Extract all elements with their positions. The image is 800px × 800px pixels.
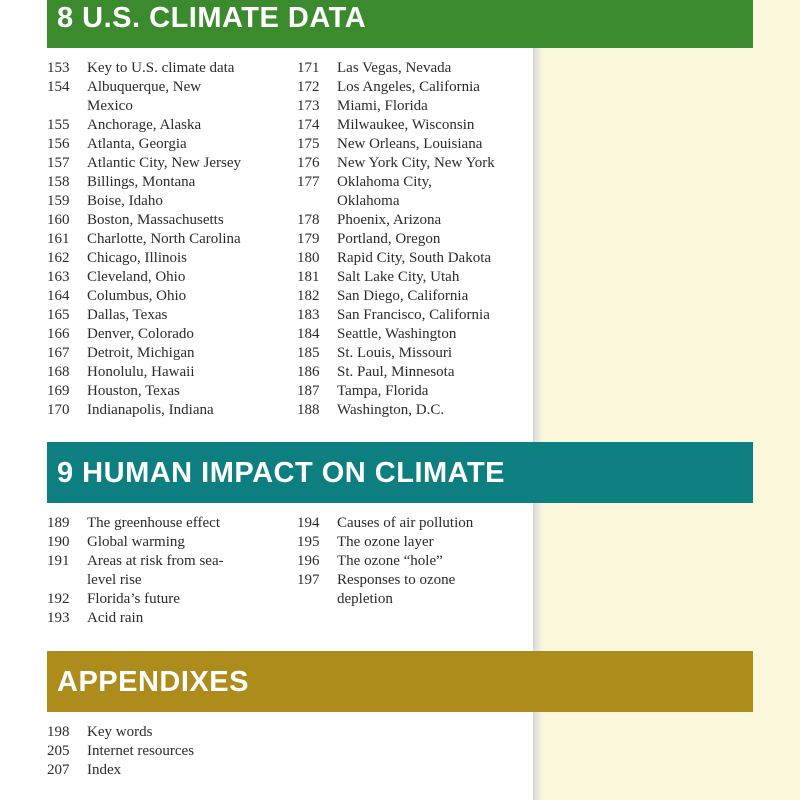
page-number: 164	[47, 288, 70, 304]
contents-entry[interactable]	[47, 230, 287, 249]
entry-title	[337, 533, 434, 552]
entry-title	[337, 571, 455, 609]
entry-title-line: Denver, Colorado	[87, 326, 194, 342]
contents-entry[interactable]	[297, 135, 527, 154]
page-number: 156	[47, 136, 70, 152]
page-number: 205	[47, 743, 70, 759]
entry-title-line: Tampa, Florida	[337, 383, 429, 399]
entry-title	[87, 154, 241, 173]
entry-title-line: Key words	[87, 724, 153, 740]
contents-entry[interactable]	[297, 268, 527, 287]
page-number: 179	[297, 231, 320, 247]
entry-title-line: Responses to ozone	[337, 572, 456, 588]
entry-title	[87, 344, 194, 363]
page-number: 192	[47, 591, 70, 607]
contents-entry[interactable]	[47, 723, 287, 742]
entry-title-line: New Orleans, Louisiana	[337, 136, 483, 152]
contents-entry[interactable]	[297, 306, 527, 325]
contents-entry[interactable]	[47, 211, 287, 230]
page-number: 168	[47, 364, 70, 380]
entry-title	[87, 268, 185, 287]
page-number: 190	[47, 534, 70, 550]
contents-entry[interactable]	[47, 173, 287, 192]
page-number: 167	[47, 345, 70, 361]
human-impact-list-left	[47, 514, 287, 628]
entry-title-line: Billings, Montana	[87, 174, 196, 190]
entry-title	[87, 230, 241, 249]
page-number: 182	[297, 288, 320, 304]
contents-entry[interactable]	[47, 609, 287, 628]
entry-title	[87, 306, 167, 325]
page-number: 186	[297, 364, 320, 380]
contents-entry[interactable]	[297, 344, 527, 363]
entry-title-line: Los Angeles, California	[337, 79, 480, 95]
entry-title	[87, 78, 201, 116]
page-number: 173	[297, 98, 320, 114]
contents-entry[interactable]	[47, 761, 287, 780]
page-number: 172	[297, 79, 320, 95]
contents-entry[interactable]	[297, 211, 527, 230]
entry-title	[87, 325, 194, 344]
page-number: 154	[47, 79, 70, 95]
page-number: 191	[47, 553, 70, 569]
page-number: 177	[297, 174, 320, 190]
contents-entry[interactable]	[47, 533, 287, 552]
entry-title	[337, 268, 459, 287]
entry-title-line: Atlantic City, New Jersey	[87, 155, 241, 171]
entry-title	[337, 154, 495, 173]
entry-title	[87, 552, 224, 590]
entry-title	[87, 192, 163, 211]
entry-title	[337, 135, 482, 154]
entry-title-line: Causes of air pollution	[337, 515, 474, 531]
entry-title-line: Key to U.S. climate data	[87, 60, 235, 76]
page-number: 194	[297, 515, 320, 531]
page-number: 185	[297, 345, 320, 361]
page-number: 176	[297, 155, 320, 171]
contents-entry[interactable]	[47, 344, 287, 363]
climate-data-list-left	[47, 59, 287, 420]
entry-title-line: Chicago, Illinois	[87, 250, 187, 266]
entry-title	[87, 173, 195, 192]
page-number: 181	[297, 269, 320, 285]
page-number: 171	[297, 60, 320, 76]
entry-title-line: Phoenix, Arizona	[337, 212, 442, 228]
entry-title-line: Washington, D.C.	[337, 402, 445, 418]
entry-title	[87, 533, 185, 552]
entry-title-line: Cleveland, Ohio	[87, 269, 186, 285]
entry-title	[87, 287, 186, 306]
page-number: 197	[297, 572, 320, 588]
entry-title	[337, 287, 468, 306]
contents-entry[interactable]	[297, 533, 527, 552]
page-number: 193	[47, 610, 70, 626]
entry-title	[87, 249, 187, 268]
contents-entry[interactable]	[297, 154, 527, 173]
entry-title-line: The ozone layer	[337, 534, 434, 550]
page-number: 178	[297, 212, 320, 228]
entry-title	[87, 609, 143, 628]
entry-title-line: Portland, Oregon	[337, 231, 441, 247]
entry-title-line: St. Paul, Minnesota	[337, 364, 455, 380]
contents-entry[interactable]	[47, 590, 287, 609]
entry-title-line: Honolulu, Hawaii	[87, 364, 195, 380]
entry-title-line: Rapid City, South Dakota	[337, 250, 492, 266]
contents-entry[interactable]	[297, 287, 527, 306]
entry-title-line: Mexico	[87, 98, 133, 114]
contents-entry[interactable]	[297, 249, 527, 268]
entry-title	[87, 401, 214, 420]
page-number: 207	[47, 762, 70, 778]
contents-entry[interactable]	[47, 552, 287, 590]
entry-title	[337, 78, 480, 97]
entry-title	[87, 211, 224, 230]
section-heading-climate-data: 8 U.S. CLIMATE DATA	[47, 0, 753, 48]
entry-title	[87, 363, 194, 382]
entry-title	[337, 97, 428, 116]
contents-entry[interactable]	[297, 97, 527, 116]
entry-title	[337, 230, 440, 249]
entry-title-line: Boston, Massachusetts	[87, 212, 224, 228]
page-number: 175	[297, 136, 320, 152]
entry-title-line: Areas at risk from sea-	[87, 553, 224, 569]
section-heading-appendixes: APPENDIXES	[47, 651, 753, 712]
page-number: 169	[47, 383, 70, 399]
entry-title	[337, 344, 452, 363]
page-number: 195	[297, 534, 320, 550]
entry-title-line: Oklahoma	[337, 193, 400, 209]
entry-title-line: The greenhouse effect	[87, 515, 220, 531]
entry-title	[87, 590, 180, 609]
contents-entry[interactable]	[47, 249, 287, 268]
contents-entry[interactable]	[297, 552, 527, 571]
entry-title	[337, 401, 444, 420]
entry-title-line: Dallas, Texas	[87, 307, 168, 323]
page-number: 166	[47, 326, 70, 342]
contents-entry[interactable]	[47, 116, 287, 135]
page-number: 183	[297, 307, 320, 323]
page-number: 157	[47, 155, 70, 171]
entry-title-line: New York City, New York	[337, 155, 495, 171]
page-number: 189	[47, 515, 70, 531]
contents-entry[interactable]	[297, 514, 527, 533]
page-number: 196	[297, 553, 320, 569]
entry-title	[337, 382, 428, 401]
entry-title-line: depletion	[337, 591, 393, 607]
contents-entry[interactable]	[47, 135, 287, 154]
entry-title	[337, 249, 491, 268]
entry-title-line: level rise	[87, 572, 142, 588]
contents-entry[interactable]	[297, 571, 527, 609]
entry-title-line: The ozone “hole”	[337, 553, 443, 569]
contents-entry[interactable]	[47, 287, 287, 306]
entry-title	[337, 59, 451, 78]
entry-title-line: Acid rain	[87, 610, 144, 626]
entry-title	[87, 761, 121, 780]
entry-title-line: Internet resources	[87, 743, 195, 759]
contents-entry[interactable]	[297, 59, 527, 78]
entry-title	[87, 116, 201, 135]
entry-title	[87, 742, 194, 761]
page-number: 161	[47, 231, 70, 247]
contents-entry[interactable]	[47, 78, 287, 116]
page-number: 165	[47, 307, 70, 323]
entry-title-line: Detroit, Michigan	[87, 345, 195, 361]
contents-entry[interactable]	[297, 116, 527, 135]
page-number: 198	[47, 724, 70, 740]
entry-title	[337, 306, 490, 325]
contents-entry[interactable]	[47, 192, 287, 211]
contents-entry[interactable]	[47, 742, 287, 761]
entry-title-line: Index	[87, 762, 122, 778]
entry-title-line: Anchorage, Alaska	[87, 117, 202, 133]
contents-entry[interactable]	[297, 382, 527, 401]
contents-entry[interactable]	[47, 306, 287, 325]
section-heading-human-impact: 9 HUMAN IMPACT ON CLIMATE	[47, 442, 753, 503]
contents-entry[interactable]	[47, 154, 287, 173]
contents-entry[interactable]	[297, 173, 527, 211]
entry-title-line: Columbus, Ohio	[87, 288, 187, 304]
entry-title	[87, 723, 152, 742]
contents-entry[interactable]	[297, 363, 527, 382]
contents-entry[interactable]	[47, 514, 287, 533]
entry-title-line: Houston, Texas	[87, 383, 180, 399]
page-number: 162	[47, 250, 70, 266]
entry-title-line: Oklahoma City,	[337, 174, 432, 190]
entry-title-line: Salt Lake City, Utah	[337, 269, 460, 285]
entry-title	[87, 59, 234, 78]
contents-entry[interactable]	[47, 325, 287, 344]
contents-entry[interactable]	[47, 382, 287, 401]
entry-title	[337, 552, 443, 571]
entry-title-line: Florida’s future	[87, 591, 180, 607]
page-number: 184	[297, 326, 320, 342]
page-number: 188	[297, 402, 320, 418]
entry-title-line: Indianapolis, Indiana	[87, 402, 214, 418]
page-number: 159	[47, 193, 70, 209]
entry-title-line: Atlanta, Georgia	[87, 136, 187, 152]
entry-title-line: Miami, Florida	[337, 98, 428, 114]
entry-title-line: Milwaukee, Wisconsin	[337, 117, 475, 133]
page-number: 170	[47, 402, 70, 418]
page-number: 155	[47, 117, 70, 133]
entry-title	[87, 135, 187, 154]
contents-entry[interactable]	[297, 230, 527, 249]
entry-title	[87, 514, 220, 533]
entry-title	[337, 173, 432, 211]
climate-data-list-right	[297, 59, 527, 420]
contents-entry[interactable]	[47, 268, 287, 287]
page-number: 163	[47, 269, 70, 285]
entry-title	[337, 363, 455, 382]
entry-title	[87, 382, 180, 401]
contents-entry[interactable]	[47, 401, 287, 420]
entry-title-line: St. Louis, Missouri	[337, 345, 453, 361]
contents-entry[interactable]	[297, 78, 527, 97]
page-number: 160	[47, 212, 70, 228]
page-number: 153	[47, 60, 70, 76]
page-number: 174	[297, 117, 320, 133]
entry-title	[337, 116, 474, 135]
entry-title-line: Seattle, Washington	[337, 326, 457, 342]
entry-title-line: San Francisco, California	[337, 307, 490, 323]
page-number: 158	[47, 174, 70, 190]
entry-title-line: Boise, Idaho	[87, 193, 163, 209]
contents-entry[interactable]	[47, 59, 287, 78]
entry-title-line: San Diego, California	[337, 288, 469, 304]
contents-entry[interactable]	[297, 325, 527, 344]
entry-title-line: Global warming	[87, 534, 185, 550]
contents-entry[interactable]	[297, 401, 527, 420]
entry-title	[337, 211, 441, 230]
entry-title	[337, 325, 456, 344]
human-impact-list-right	[297, 514, 527, 609]
contents-entry[interactable]	[47, 363, 287, 382]
page-number: 187	[297, 383, 320, 399]
page-number: 180	[297, 250, 320, 266]
entry-title-line: Albuquerque, New	[87, 79, 202, 95]
entry-title	[337, 514, 473, 533]
appendixes-list	[47, 723, 287, 780]
entry-title-line: Charlotte, North Carolina	[87, 231, 241, 247]
entry-title-line: Las Vegas, Nevada	[337, 60, 452, 76]
